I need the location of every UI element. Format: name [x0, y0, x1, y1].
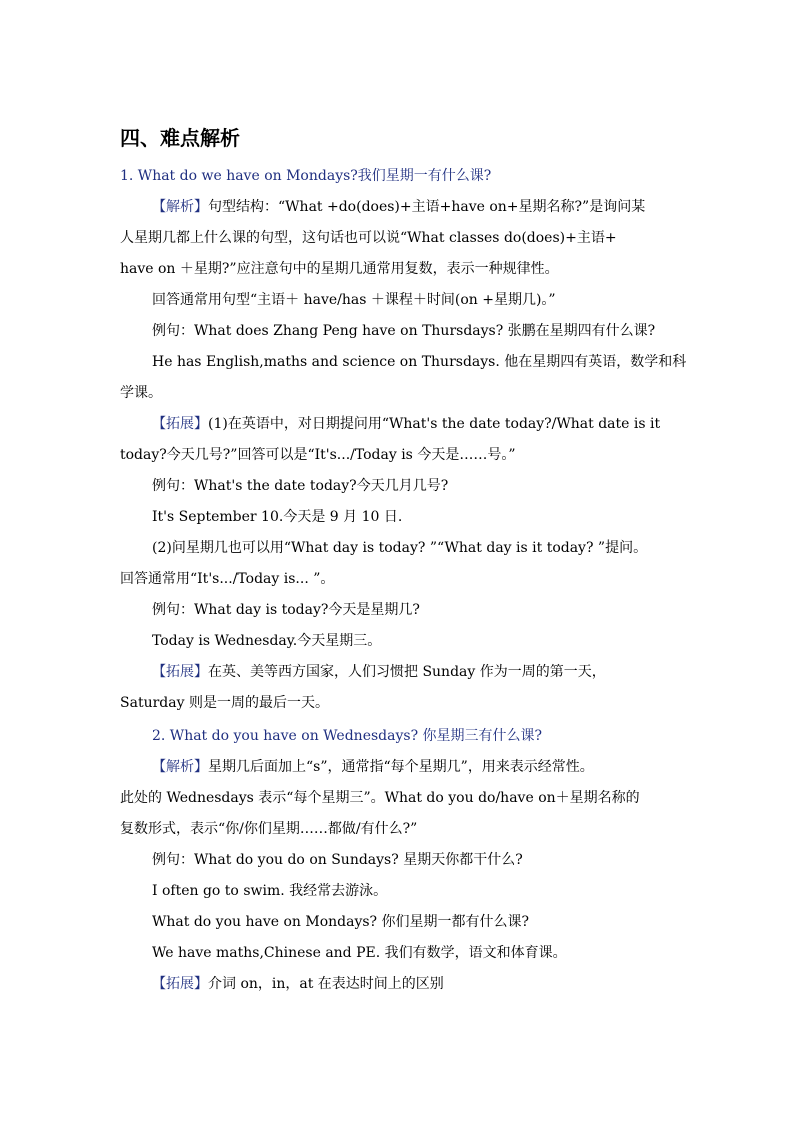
paragraph-line	[120, 693, 690, 713]
tag-label: 【拓展】	[152, 976, 208, 992]
tag-label: 【解析】	[152, 759, 208, 775]
line-text: 人星期几都上什么课的句型，这句话也可以说“What classes do(does)+主语+	[120, 230, 617, 246]
example-line	[152, 352, 722, 372]
line-text: 回答通常用“It's.../Today is... ”。	[120, 571, 335, 587]
paragraph-line	[120, 445, 690, 465]
line-text: I often go to swim. 我经常去游泳。	[152, 883, 388, 899]
example-line	[152, 476, 722, 496]
line-text: have on ＋星期?”应注意句中的星期几通常用复数，表示一种规律性。	[120, 261, 559, 277]
tag-label: 【拓展】	[152, 664, 208, 680]
line-text: today?今天几号?”回答可以是“It's.../Today is 今天是……号。”	[120, 447, 516, 463]
paragraph-line	[152, 538, 722, 558]
line-text: (1)在英语中，对日期提问用“What's the date today?/What date is it	[208, 416, 661, 432]
line-text: Today is Wednesday.今天星期三。	[152, 633, 382, 649]
extension-3	[152, 974, 722, 994]
line-text: 例句：What's the date today?今天几月几号?	[152, 478, 449, 494]
paragraph-line	[120, 383, 690, 403]
line-text: 在英、美等西方国家，人们习惯把 Sunday 作为一周的第一天，	[208, 664, 606, 680]
paragraph-line	[120, 569, 690, 589]
paragraph-line	[120, 228, 690, 248]
analysis-2	[152, 757, 722, 777]
line-text: 回答通常用句型“主语＋ have/has ＋课程＋时间(on +星期几)。”	[152, 292, 556, 308]
example-line	[152, 507, 722, 527]
line-text: 介词 on，in，at 在表达时间上的区别	[208, 976, 444, 992]
paragraph-line	[152, 290, 722, 310]
paragraph-line	[120, 259, 690, 279]
tag-label: 【拓展】	[152, 416, 208, 432]
paragraph-line	[120, 788, 690, 808]
extension-1	[152, 414, 722, 434]
line-text: 2. What do you have on Wednesdays? 你星期三有什么课?	[152, 728, 543, 744]
line-text: 例句：What do you do on Sundays? 星期天你都干什么?	[152, 852, 523, 868]
line-text: He has English,maths and science on Thursdays. 他在星期四有英语，数学和科	[152, 354, 687, 370]
line-text: What do you have on Mondays? 你们星期一都有什么课?	[152, 914, 530, 930]
example-line	[152, 881, 722, 901]
line-text: 此处的 Wednesdays 表示“每个星期三”。What do you do/have on＋星期名称的	[120, 790, 640, 806]
question-1	[120, 166, 690, 186]
example-line	[152, 943, 722, 963]
example-line	[152, 600, 722, 620]
line-text: 复数形式，表示“你/你们星期……都做/有什么?”	[120, 821, 418, 837]
line-text: 例句：What day is today?今天是星期几?	[152, 602, 420, 618]
line-text: We have maths,Chinese and PE. 我们有数学，语文和体育课。	[152, 945, 567, 961]
line-text: 1. What do we have on Mondays?我们星期一有什么课?	[120, 168, 492, 184]
line-text: 例句：What does Zhang Peng have on Thursdays? 张鹏在星期四有什么课?	[152, 323, 656, 339]
section-title: 四、难点解析	[120, 126, 240, 150]
paragraph-line	[120, 819, 690, 839]
line-text: 星期几后面加上“s”，通常指“每个星期几”，用来表示经常性。	[208, 759, 594, 775]
example-line	[152, 912, 722, 932]
line-text: 学课。	[120, 385, 162, 401]
line-text: Saturday 则是一周的最后一天。	[120, 695, 329, 711]
example-line	[152, 850, 722, 870]
example-line	[152, 321, 722, 341]
analysis-1	[152, 197, 722, 217]
example-line	[152, 631, 722, 651]
line-text: 句型结构：“What +do(does)+主语+have on+星期名称?”是询问某	[208, 199, 646, 215]
question-2	[152, 726, 722, 746]
line-text: (2)问星期几也可以用“What day is today? ”“What day is it today? ”提问。	[152, 540, 648, 556]
tag-label: 【解析】	[152, 199, 208, 215]
line-text: It's September 10.今天是 9 月 10 日.	[152, 509, 403, 525]
extension-2	[152, 662, 722, 682]
